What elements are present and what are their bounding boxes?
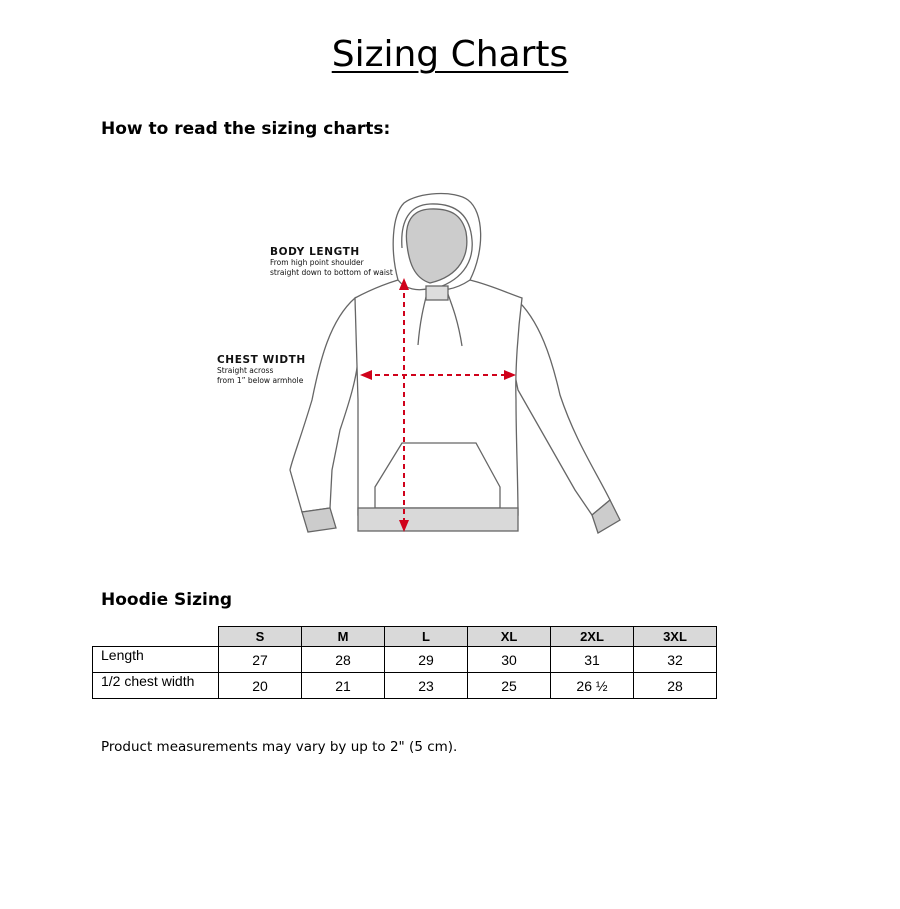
table-cell: 20 [219, 673, 302, 699]
right-sleeve [512, 298, 610, 515]
left-sleeve [290, 298, 358, 512]
table-cell: 23 [385, 673, 468, 699]
header-size: XL [468, 627, 551, 647]
body-length-title: BODY LENGTH [270, 246, 360, 258]
header-size: S [219, 627, 302, 647]
table-cell: 32 [634, 647, 717, 673]
table-cell: 30 [468, 647, 551, 673]
table-row [93, 647, 717, 673]
size-table [92, 626, 717, 699]
table-cell: 31 [551, 647, 634, 673]
header-size: 2XL [551, 627, 634, 647]
waistband [358, 508, 518, 531]
chest-width-line2: from 1” below armhole [217, 376, 304, 385]
header-size: 3XL [634, 627, 717, 647]
row-label: 1/2 chest width [93, 673, 219, 699]
hoodie-sizing-heading: Hoodie Sizing [101, 590, 233, 610]
how-to-heading: How to read the sizing charts: [101, 119, 391, 139]
body-length-line2: straight down to bottom of waist [270, 268, 393, 277]
header-size: L [385, 627, 468, 647]
table-cell: 26 ½ [551, 673, 634, 699]
row-label: Length [93, 647, 219, 673]
body-length-line1: From high point shoulder [270, 258, 364, 267]
size-header-row [93, 627, 717, 647]
table-cell: 28 [302, 647, 385, 673]
table-cell: 27 [219, 647, 302, 673]
zipper-pull [426, 286, 448, 300]
header-size: M [302, 627, 385, 647]
body-length-label [270, 246, 393, 278]
table-cell: 25 [468, 673, 551, 699]
table-cell: 21 [302, 673, 385, 699]
left-cuff [302, 508, 336, 532]
page-title: Sizing Charts [331, 34, 569, 75]
header-blank [93, 627, 219, 647]
chest-width-line1: Straight across [217, 366, 274, 375]
chest-width-label [217, 354, 306, 386]
hoodie-outline [290, 194, 620, 533]
table-cell: 29 [385, 647, 468, 673]
table-row [93, 673, 717, 699]
measurement-note: Product measurements may vary by up to 2" (5 cm). [101, 739, 458, 755]
chest-width-title: CHEST WIDTH [217, 354, 306, 366]
table-cell: 28 [634, 673, 717, 699]
